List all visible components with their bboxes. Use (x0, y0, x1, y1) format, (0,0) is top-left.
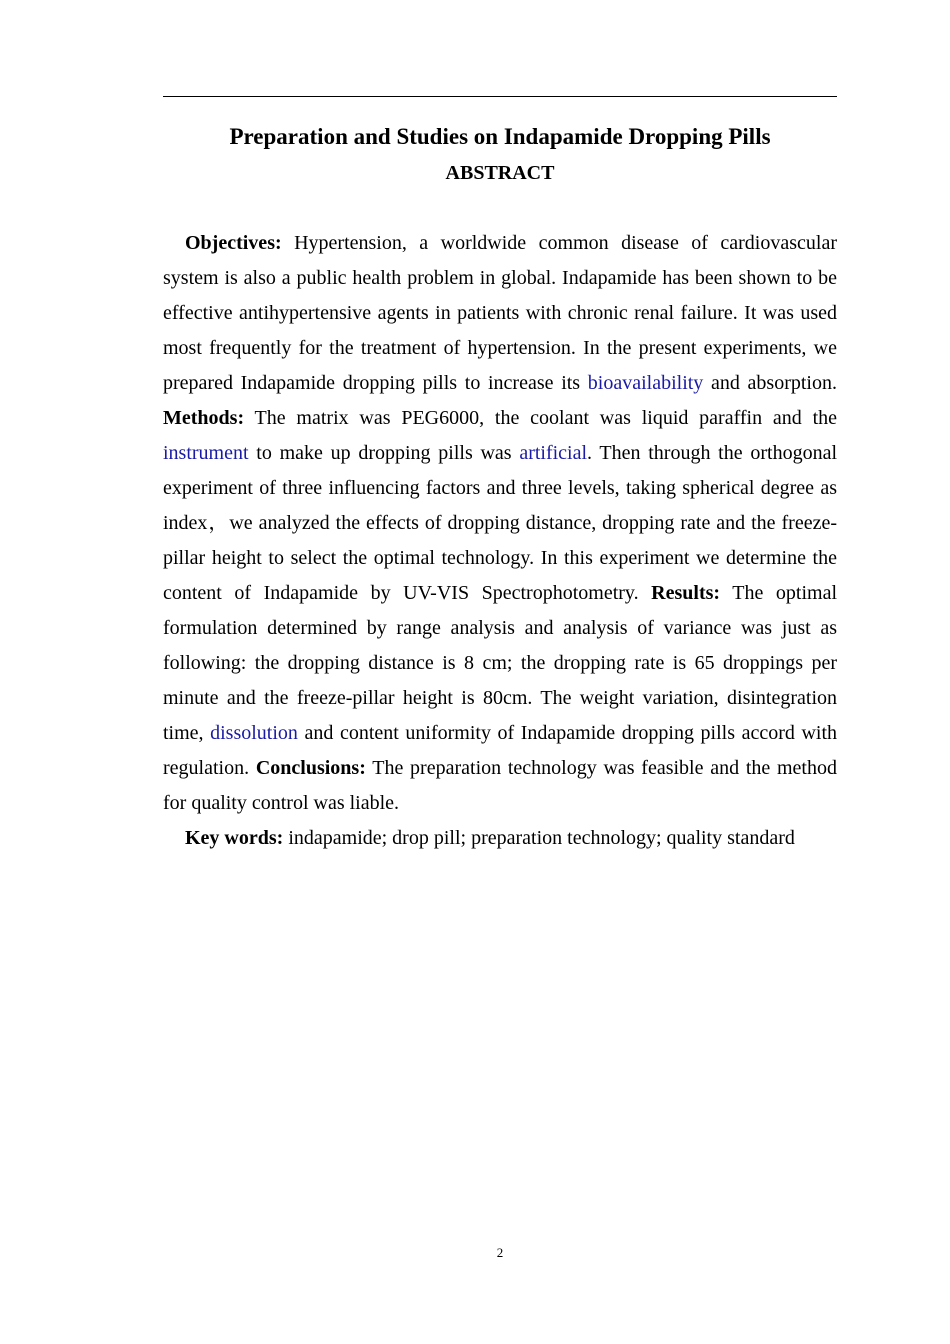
bioavailability-link[interactable]: bioavailability (587, 372, 704, 394)
dissolution-link[interactable]: dissolution (210, 722, 298, 744)
conclusions-label: Conclusions: (255, 757, 366, 779)
objectives-label: Objectives: (185, 232, 282, 254)
document-title: Preparation and Studies on Indapamide Dropping Pills (229, 124, 771, 149)
artificial-link[interactable]: artificial (519, 442, 588, 464)
abstract-paragraph (163, 226, 837, 821)
abstract-body (163, 226, 837, 856)
page-number: 2 (496, 1245, 504, 1260)
results-text: The optimal formulation determined by range analysis and analysis of variance was just as following: the dropping distance is 8 cm; the dropping rate is 65 droppings per minute and the freeze-pillar height is 80cm. The weight variation, disintegration time, (163, 582, 837, 744)
methods-text-middle: to make up dropping pills was (248, 442, 520, 464)
keywords-paragraph (163, 821, 837, 856)
results-label: Results: (651, 582, 721, 604)
header-rule (163, 96, 837, 97)
objectives-text: Hypertension, a worldwide common disease of cardiovascular system is also a public health problem in global. Indapamide has been shown to be effective antihypertensive agents in patients with chronic renal failure. It was used most frequently for the treatment of hypertension. In the present experiments, we prepared Indapamide dropping pills to increase its (163, 232, 837, 394)
methods-label: Methods: (163, 407, 245, 429)
keywords-label: Key words: (185, 827, 284, 849)
methods-text-end: . Then through the orthogonal experiment of three influencing factors and three levels, taking spherical degree as index，we analyzed the effects of dropping distance, dropping rate and the freeze-pillar height to select the optimal technology. In this experiment we determine the content of Indapamide by UV-VIS Spectrophotometry. (163, 442, 838, 604)
abstract-heading: ABSTRACT (445, 162, 555, 184)
methods-text: The matrix was PEG6000, the coolant was liquid paraffin and the (244, 407, 837, 429)
keywords-text: indapamide; drop pill; preparation technology; quality standard (283, 827, 795, 849)
results-text-end: and content uniformity of Indapamide dropping pills accord with regulation. (163, 722, 837, 779)
objectives-text-end: and absorption. (703, 372, 837, 394)
instrument-link[interactable]: instrument (163, 442, 249, 464)
conclusions-text: The preparation technology was feasible and the method for quality control was liable. (163, 757, 837, 814)
